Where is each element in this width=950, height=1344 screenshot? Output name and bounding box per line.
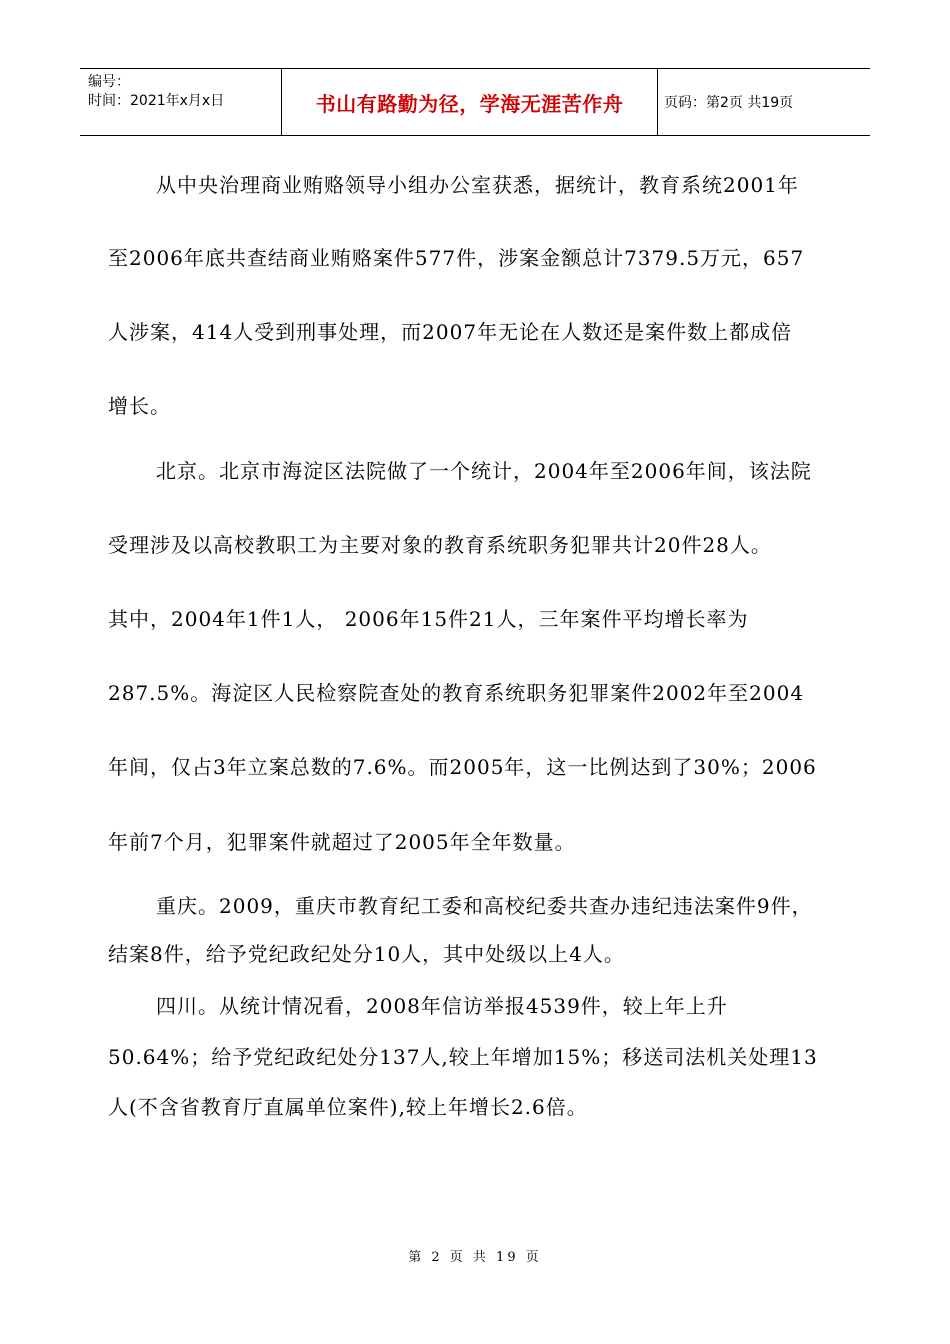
text-line: 四川。从统计情况看，2008年信访举报4539件，较上年上升 bbox=[156, 994, 728, 1018]
text-line: 人(不含省教育厅直属单位案件),较上年增长2.6倍。 bbox=[108, 1095, 588, 1119]
text-line: 重庆。2009，重庆市教育纪工委和高校纪委共查办违纪违法案件9件， bbox=[156, 894, 813, 918]
text-line: 结案8件，给予党纪政纪处分10人，其中处级以上4人。 bbox=[108, 942, 625, 966]
text-line: 年间，仅占3年立案总数的7.6%。而2005年，这一比例达到了30%；2006 bbox=[108, 755, 817, 779]
text-line: 从中央治理商业贿赂领导小组办公室获悉，据统计，教育系统2001年 bbox=[156, 173, 799, 197]
time-label: 时间：2021年x月x日 bbox=[88, 93, 225, 109]
header-motto: 书山有路勤为径，学海无涯苦作舟 bbox=[282, 69, 658, 135]
text-line: 人涉案，414人受到刑事处理，而2007年无论在人数还是案件数上都成倍 bbox=[108, 320, 793, 344]
text-line: 年前7个月，犯罪案件就超过了2005年全年数量。 bbox=[108, 830, 576, 854]
text-line: 增长。 bbox=[108, 394, 171, 418]
text-line: 北京。北京市海淀区法院做了一个统计，2004年至2006年间，该法院 bbox=[156, 459, 812, 483]
text-line: 50.64%；给予党纪政纪处分137人,较上年增加15%；移送司法机关处理13 bbox=[108, 1045, 818, 1069]
text-line: 其中，2004年1件1人， 2006年15件21人，三年案件平均增长率为 bbox=[108, 607, 749, 631]
header-page-info: 页码：第2页 共19页 bbox=[664, 95, 794, 111]
text-line: 287.5%。海淀区人民检察院查处的教育系统职务犯罪案件2002年至2004 bbox=[108, 681, 805, 705]
page-number-footer: 第 2 页 共 19 页 bbox=[408, 1250, 542, 1265]
header-meta bbox=[80, 69, 282, 135]
text-line: 至2006年底共查结商业贿赂案件577件，涉案金额总计7379.5万元，657 bbox=[108, 246, 805, 270]
document-header bbox=[80, 68, 870, 136]
text-line: 受理涉及以高校教职工为主要对象的教育系统职务犯罪共计20件28人。 bbox=[108, 533, 772, 557]
number-label: 编号： bbox=[88, 74, 130, 90]
